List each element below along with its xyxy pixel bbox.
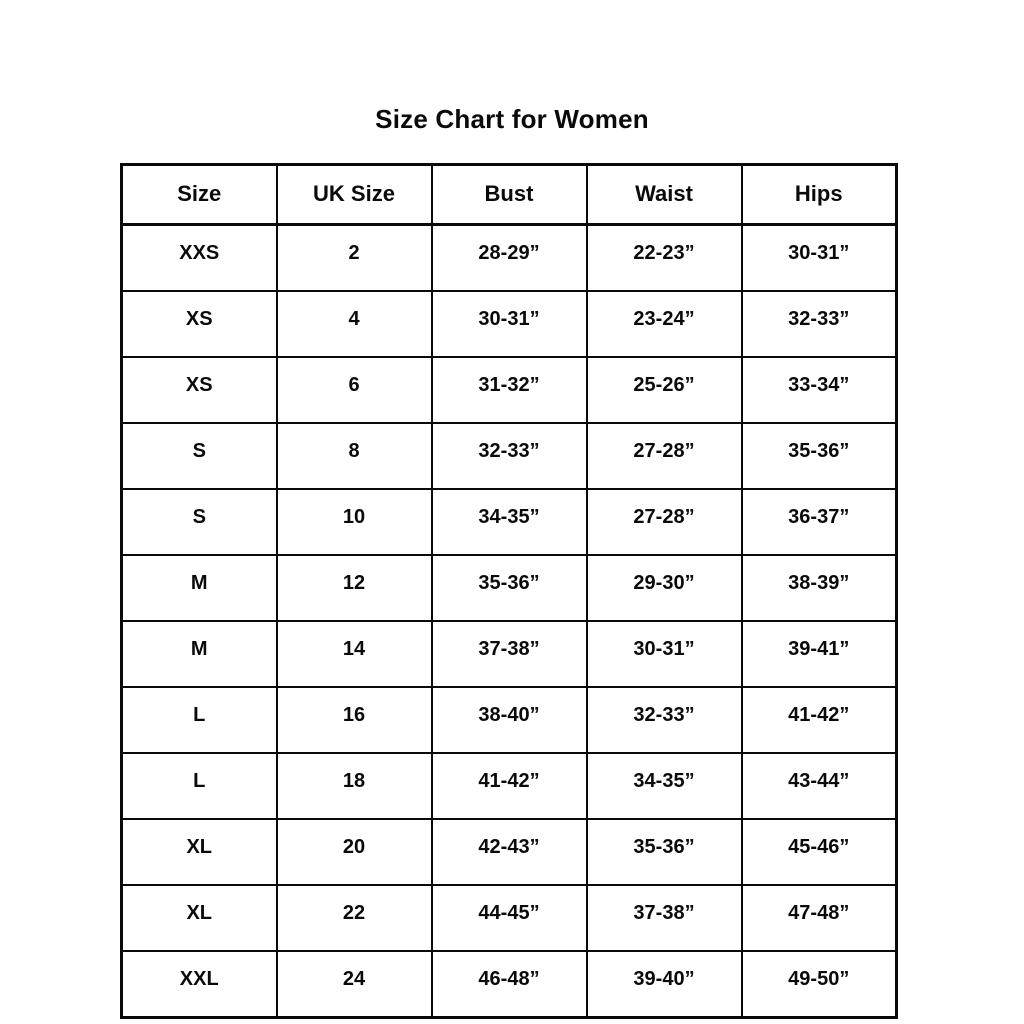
table-row — [122, 885, 897, 951]
table-cell: 32-33” — [587, 687, 742, 753]
table-cell: 49-50” — [742, 951, 897, 1018]
table-cell: 39-41” — [742, 621, 897, 687]
table-cell: 6 — [277, 357, 432, 423]
table-cell: 45-46” — [742, 819, 897, 885]
page-title: Size Chart for Women — [375, 104, 649, 134]
table-cell: 42-43” — [432, 819, 587, 885]
table-cell: 47-48” — [742, 885, 897, 951]
table-row — [122, 225, 897, 292]
column-header-uk-size: UK Size — [277, 165, 432, 225]
table-cell: XS — [122, 291, 277, 357]
table-cell: 38-40” — [432, 687, 587, 753]
table-row — [122, 291, 897, 357]
table-cell: 2 — [277, 225, 432, 292]
table-cell: 8 — [277, 423, 432, 489]
table-cell: 27-28” — [587, 423, 742, 489]
column-header-hips: Hips — [742, 165, 897, 225]
table-cell: 22 — [277, 885, 432, 951]
column-header-size: Size — [122, 165, 277, 225]
table-row — [122, 687, 897, 753]
table-row — [122, 753, 897, 819]
table-cell: 35-36” — [587, 819, 742, 885]
table-cell: 28-29” — [432, 225, 587, 292]
table-cell: 33-34” — [742, 357, 897, 423]
table-cell: 35-36” — [432, 555, 587, 621]
table-cell: M — [122, 621, 277, 687]
table-cell: XS — [122, 357, 277, 423]
table-cell: 43-44” — [742, 753, 897, 819]
table-cell: 36-37” — [742, 489, 897, 555]
table-row — [122, 951, 897, 1018]
table-cell: 44-45” — [432, 885, 587, 951]
table-cell: 22-23” — [587, 225, 742, 292]
table-cell: 41-42” — [742, 687, 897, 753]
table-cell: 12 — [277, 555, 432, 621]
table-cell: 4 — [277, 291, 432, 357]
table-cell: XL — [122, 819, 277, 885]
table-cell: 23-24” — [587, 291, 742, 357]
table-cell: 30-31” — [742, 225, 897, 292]
table-cell: 41-42” — [432, 753, 587, 819]
table-row — [122, 423, 897, 489]
table-cell: 31-32” — [432, 357, 587, 423]
table-cell: 16 — [277, 687, 432, 753]
table-cell: 46-48” — [432, 951, 587, 1018]
table-cell: 24 — [277, 951, 432, 1018]
table-row — [122, 621, 897, 687]
table-cell: 10 — [277, 489, 432, 555]
table-cell: XXS — [122, 225, 277, 292]
table-head — [122, 165, 897, 225]
table-cell: 14 — [277, 621, 432, 687]
table-cell: S — [122, 489, 277, 555]
table-cell: XXL — [122, 951, 277, 1018]
table-cell: 37-38” — [432, 621, 587, 687]
table-header-row — [122, 165, 897, 225]
table-cell: S — [122, 423, 277, 489]
table-body — [122, 225, 897, 1018]
table-cell: 25-26” — [587, 357, 742, 423]
table-cell: 32-33” — [742, 291, 897, 357]
table-cell: 27-28” — [587, 489, 742, 555]
table-cell: L — [122, 687, 277, 753]
table-row — [122, 555, 897, 621]
table-cell: L — [122, 753, 277, 819]
column-header-waist: Waist — [587, 165, 742, 225]
column-header-bust: Bust — [432, 165, 587, 225]
table-cell: 30-31” — [432, 291, 587, 357]
table-cell: 32-33” — [432, 423, 587, 489]
table-row — [122, 357, 897, 423]
table-row — [122, 819, 897, 885]
table-cell: 39-40” — [587, 951, 742, 1018]
table-row — [122, 489, 897, 555]
table-cell: 34-35” — [587, 753, 742, 819]
table-cell: 37-38” — [587, 885, 742, 951]
table-cell: 38-39” — [742, 555, 897, 621]
table-cell: 34-35” — [432, 489, 587, 555]
table-cell: 30-31” — [587, 621, 742, 687]
table-cell: 20 — [277, 819, 432, 885]
table-cell: XL — [122, 885, 277, 951]
table-cell: 29-30” — [587, 555, 742, 621]
table-cell: M — [122, 555, 277, 621]
table-cell: 18 — [277, 753, 432, 819]
size-chart-table — [120, 163, 898, 1019]
table-cell: 35-36” — [742, 423, 897, 489]
